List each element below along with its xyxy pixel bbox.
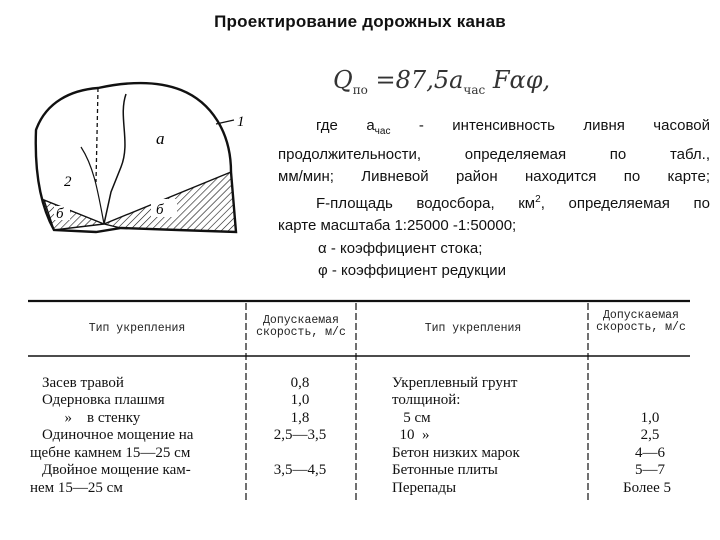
sketch-label-2: 2	[64, 174, 72, 190]
def-line-5: карте масштаба 1:25000 -1:50000;	[278, 217, 517, 234]
right-speed-5: 5—7	[635, 462, 665, 478]
right-speed-4: 4—6	[635, 445, 665, 461]
formula-eq: =87,5a	[367, 66, 464, 94]
left-speed-1: 1,0	[290, 392, 310, 408]
left-type-4: щебне камнем 15—25 см	[30, 445, 191, 461]
left-speed-2: 1,8	[290, 410, 310, 426]
def-line-2: продолжительности, определяемая по табл.,	[278, 145, 710, 163]
right-speed-6: Более 5	[623, 480, 671, 496]
sketch-label-b-right: б	[156, 202, 164, 218]
header-speed-right: Допускаемая скорость, м/с	[596, 309, 686, 334]
left-speed-3: 2,5—3,5	[273, 427, 327, 443]
header-type-right: Тип укрепления	[424, 322, 522, 335]
left-type-6: нем 15—25 см	[30, 480, 123, 496]
header-type-left: Тип укрепления	[88, 322, 186, 335]
def-f-pre: F-площадь водосбора, км	[316, 194, 536, 212]
page-title: Проектирование дорожных канав	[214, 12, 506, 31]
right-type-0: Укреплевный грунт	[392, 375, 518, 391]
def-a-post: - интенсивность ливня часовой	[390, 117, 711, 134]
left-speed-0: 0,8	[290, 375, 310, 391]
formula-a-sub: час	[463, 82, 486, 97]
left-type-1: Одерновка плашмя	[42, 392, 165, 408]
sketch-label-a: а	[156, 129, 165, 148]
right-speed-2: 1,0	[640, 410, 660, 426]
left-type-5: Двойное мощение кам-	[42, 462, 191, 478]
formula-rhs: Fαφ,	[485, 66, 551, 94]
right-type-6: Перепады	[392, 480, 457, 496]
right-speed-3: 2,5	[640, 427, 660, 443]
sketch-label-b-left: б	[56, 206, 64, 222]
def-line-6: α - коэффициент стока;	[318, 239, 483, 257]
def-line-3: мм/мин; Ливневой район находится по карте;	[278, 168, 710, 185]
left-type-2: » в стенку	[42, 410, 141, 426]
right-type-5: Бетонные плиты	[392, 462, 498, 478]
def-a-pre: где а	[316, 117, 375, 134]
formula-lhs-sub: по	[352, 82, 368, 97]
left-type-3: Одиночное мощение на	[42, 427, 194, 443]
left-speed-5: 3,5—4,5	[273, 462, 327, 478]
right-type-3: 10 »	[392, 427, 430, 443]
def-a-sub: час	[374, 126, 391, 137]
right-type-1: толщиной:	[392, 392, 461, 408]
right-type-2: 5 см	[392, 410, 431, 426]
def-f-sup: 2	[535, 193, 541, 205]
header-speed-left: Допускаемая скорость, м/с	[256, 314, 346, 339]
formula-lhs: Q	[333, 66, 353, 94]
def-line-7: φ - коэффициент редукции	[318, 262, 506, 279]
def-f-post: , определяемая по	[540, 194, 710, 212]
sketch-label-1: 1	[237, 114, 245, 130]
right-type-4: Бетон низких марок	[392, 445, 520, 461]
left-type-0: Засев травой	[42, 375, 124, 391]
